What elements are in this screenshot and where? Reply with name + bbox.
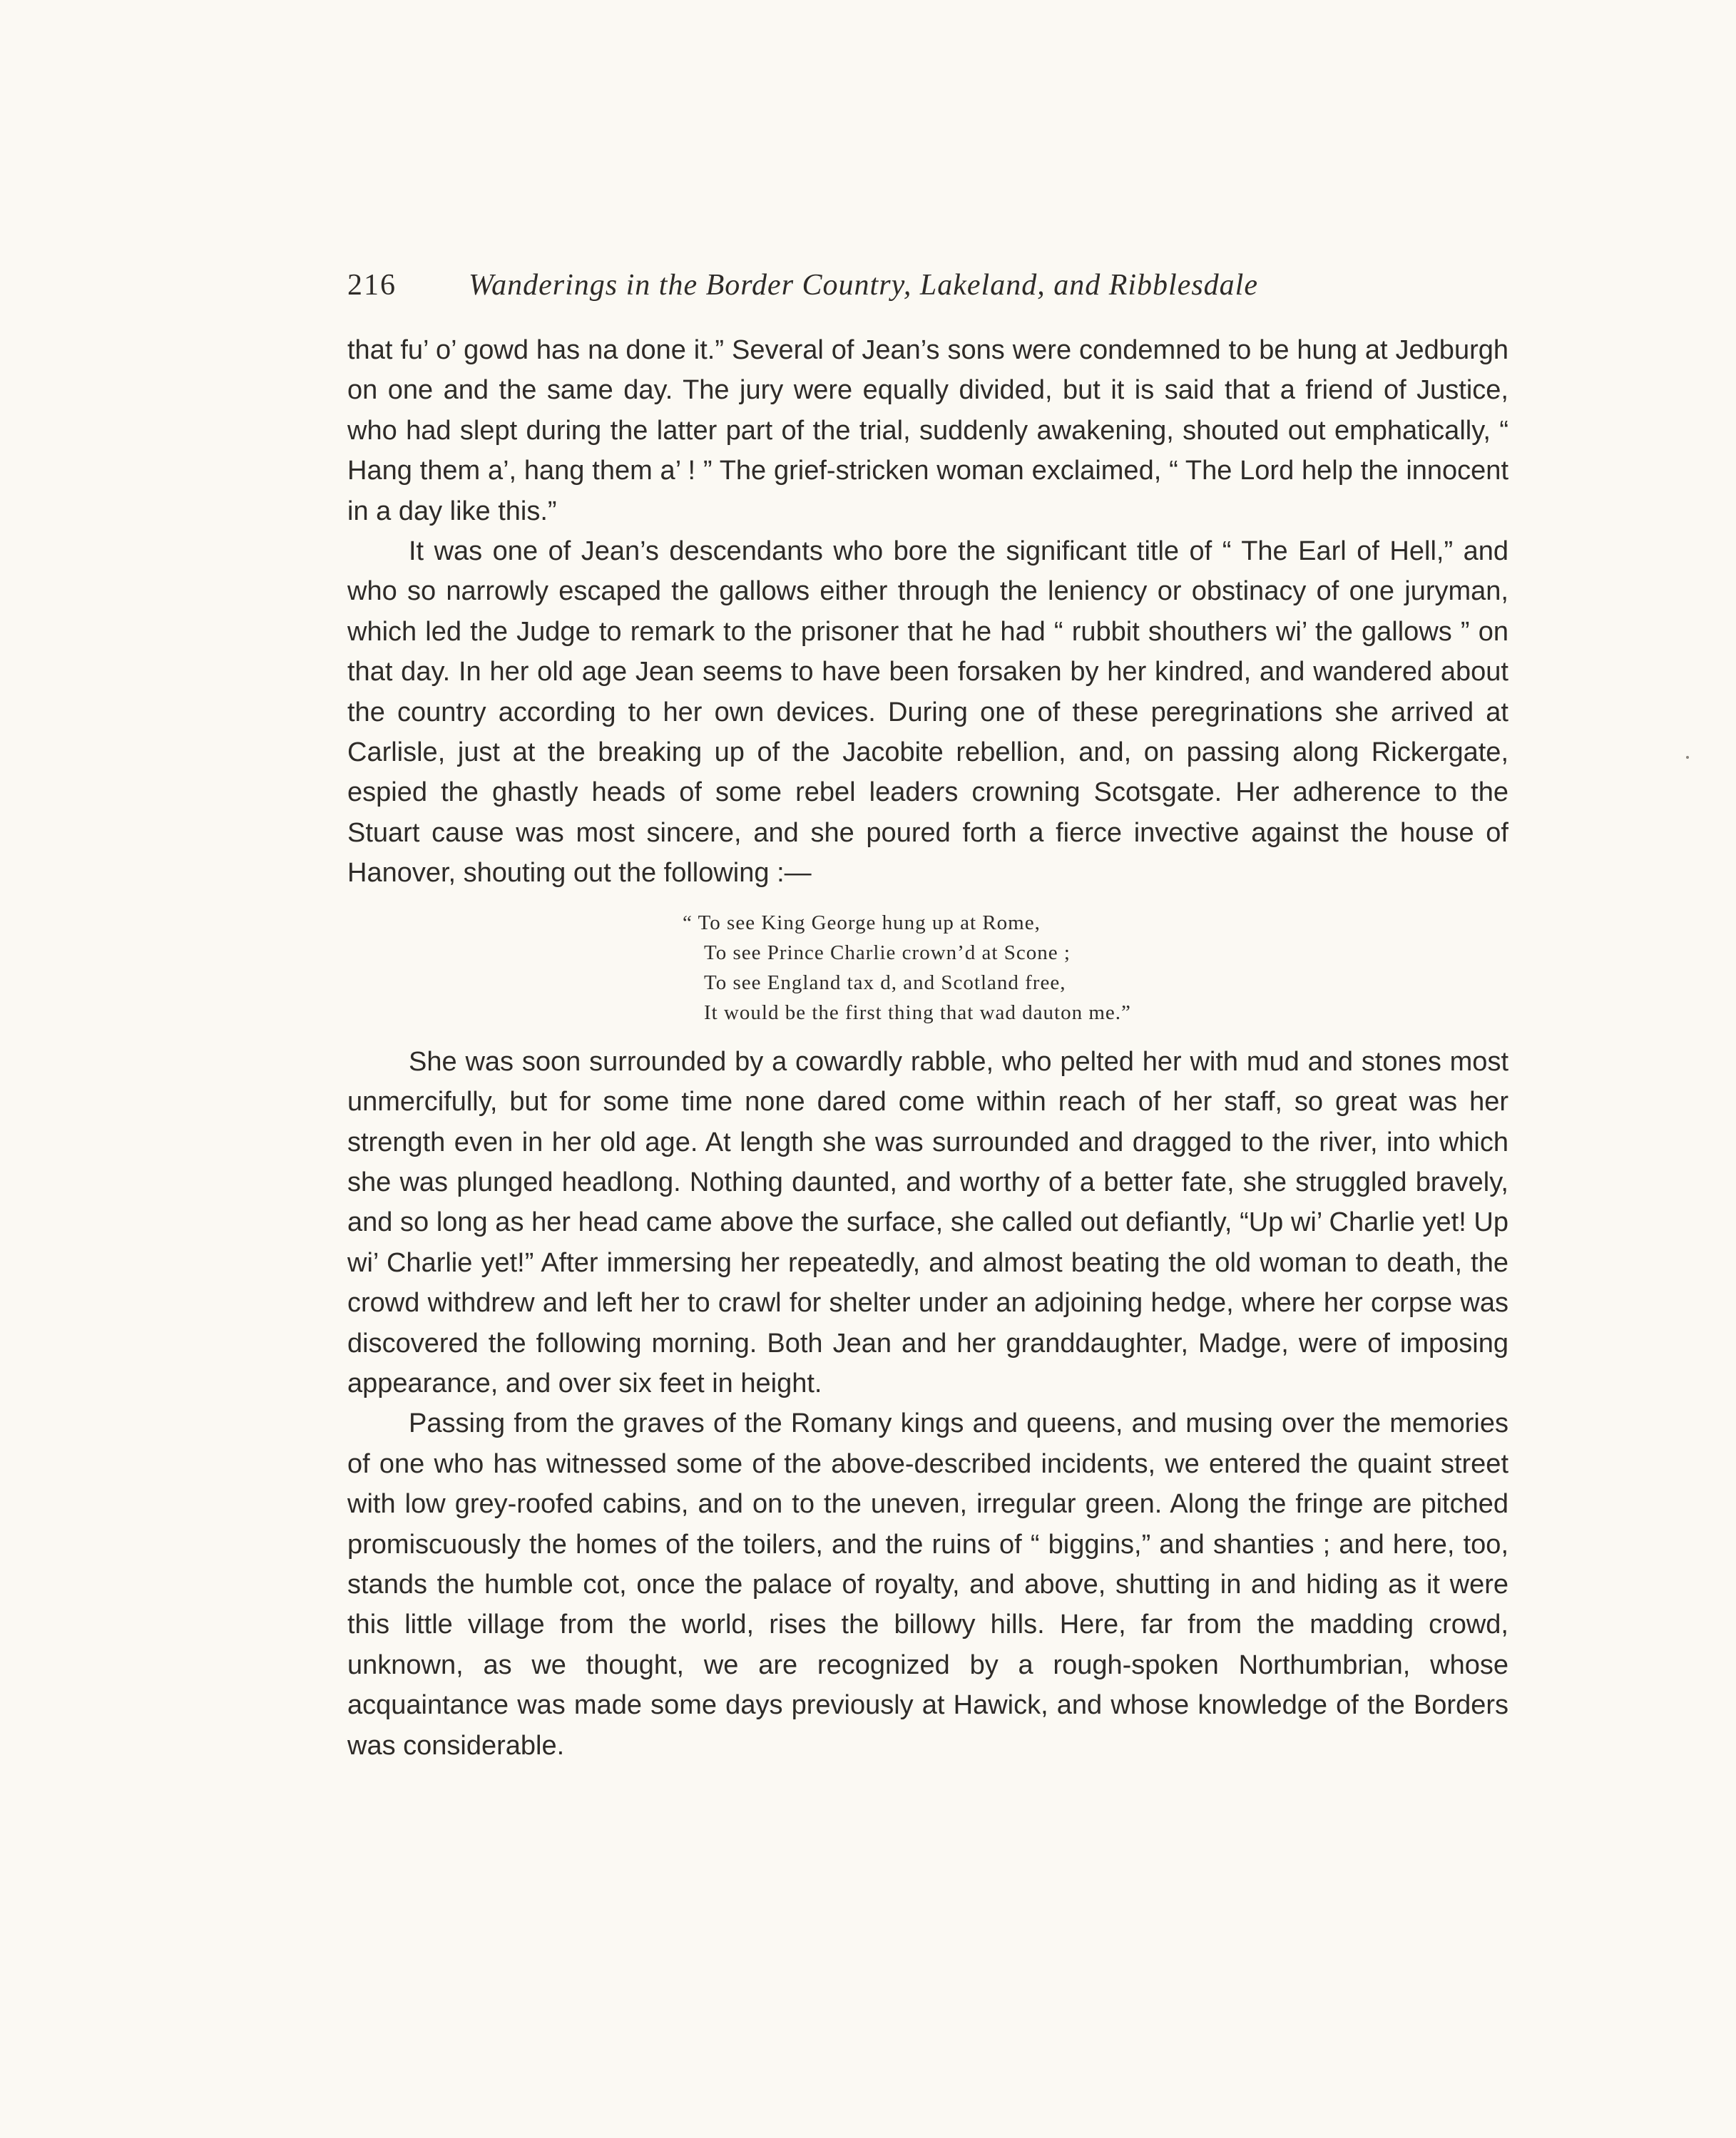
verse-line: “ To see King George hung up at Rome,: [683, 911, 1041, 934]
paper-speck: [1686, 756, 1689, 759]
paragraph: Passing from the graves of the Romany kings and queens, and musing over the memories of one who has witnessed some of the above-described incidents, we entered the quaint street with low grey-roofed cabins, and on to the uneven, irregular green. Along the fringe are pitched promiscuously the homes of the toilers, and the ruins of “ biggins,” and shanties ; and here, too, stands the humble cot, once the palace of royalty, and above, shutting in and hiding as it were this little village from the world, rises the billowy hills. Here, far from the madding crowd, unknown, as we thought, we are recognized by a rough-spoken Northumbrian, whose acquaintance was made some days previously at Hawick, and whose knowledge of the Borders was considerable.: [347, 1408, 1508, 1761]
running-title: Wanderings in the Border Country, Lakeland, and Ribblesdale: [469, 269, 1258, 302]
verse-line: To see Prince Charlie crown’d at Scone ;: [704, 941, 1071, 964]
paragraph: that fu’ o’ gowd has na done it.” Several of Jean’s sons were condemned to be hung at Jedburgh on one and the same day. The jury were equally divided, but it is said that a friend of Justice, who had slept during the latter part of the trial, suddenly awakening, shouted out emphatically, “ Hang them a’, hang them a’ ! ” The grief-stricken woman exclaimed, “ The Lord help the innocent in a day like this.”: [347, 335, 1508, 526]
body-text: [347, 330, 1508, 1766]
paragraph: She was soon surrounded by a cowardly rabble, who pelted her with mud and stones most unmercifully, but for some time none dared come within reach of her staff, so great was her strength even in her old age. At length she was surrounded and dragged to the river, into which she was plunged headlong. Nothing daunted, and worthy of a better fate, she struggled bravely, and so long as her head came above the surface, she called out defiantly, “Up wi’ Charlie yet! Up wi’ Charlie yet!” After immersing her repeatedly, and almost beating the old woman to death, the crowd withdrew and left her to crawl for shelter under an adjoining hedge, where her corpse was discovered the following morning. Both Jean and her granddaughter, Madge, were of imposing appearance, and over six feet in height.: [347, 1046, 1508, 1398]
paragraph: It was one of Jean’s descendants who bore the significant title of “ The Earl of Hell,” and who so narrowly escaped the gallows either through the leniency or obstinacy of one juryman, which led the Judge to remark to the prisoner that he had “ rubbit shouthers wi’ the gallows ” on that day. In her old age Jean seems to have been forsaken by her kindred, and wandered about the country according to her own devices. During one of these peregrinations she arrived at Carlisle, just at the breaking up of the Jacobite rebellion, and, on passing along Rickergate, espied the ghastly heads of some rebel leaders crowning Scotsgate. Her adherence to the Stuart cause was most sincere, and she poured forth a fierce invective against the house of Hanover, shouting out the following :—: [347, 536, 1508, 889]
verse-line: It would be the first thing that wad dauton me.”: [704, 1001, 1131, 1024]
page-number: 216: [347, 269, 397, 302]
page-header: [347, 268, 1508, 311]
verse-block: [683, 908, 1508, 1028]
verse-line: To see England tax d, and Scotland free,: [704, 971, 1066, 994]
